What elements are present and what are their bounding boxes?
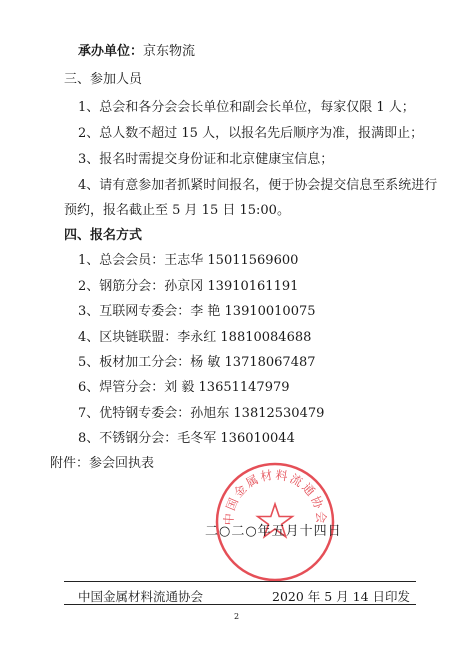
- footer-print-date: 2020 年 5 月 14 日印发: [272, 589, 411, 604]
- seal-text: 中国金属材料流通协会: [221, 467, 329, 526]
- registration-contact: 4、区块链联盟：李永红 18810084688: [78, 330, 312, 345]
- registration-contact: 8、不锈钢分会：毛冬军 136010044: [78, 431, 295, 446]
- registration-contact: 5、板材加工分会：杨 敏 13718067487: [78, 355, 316, 370]
- participants-item: 4、请有意参加者抓紧时间报名，便于协会提交信息至系统进行: [78, 178, 438, 193]
- organizer-label: 承办单位：: [78, 44, 144, 59]
- registration-contact: 3、互联网专委会：李 艳 13910010075: [78, 304, 316, 319]
- footer-rule-bottom: [64, 604, 416, 605]
- footer-rule-top: [64, 581, 416, 582]
- section-registration-heading: 四、报名方式: [64, 228, 143, 243]
- registration-contact: 2、钢筋分会：孙京冈 13910161191: [78, 279, 299, 294]
- registration-contact: 1、总会会员：王志华 15011569600: [78, 253, 299, 268]
- page-number: 2: [234, 612, 240, 621]
- svg-text:中国金属材料流通协会: [221, 467, 329, 526]
- registration-contact: 6、焊管分会：刘 毅 13651147979: [78, 380, 290, 395]
- participants-item: 1、总会和各分会会长单位和副会长单位，每家仅限 1 人；: [78, 100, 415, 115]
- registration-contact: 7、优特钢专委会：孙旭东 13812530479: [78, 406, 325, 421]
- participants-item-continuation: 预约，报名截止至 5 月 15 日 15:00。: [64, 203, 290, 218]
- organizer-line: [78, 44, 195, 60]
- organizer-value: 京东物流: [143, 44, 196, 59]
- attachment-note: 附件：参会回执表: [50, 456, 155, 471]
- footer-org: 中国金属材料流通协会: [78, 589, 204, 604]
- signature-date: 二○二○年五月十四日: [205, 524, 342, 539]
- participants-item: 2、总人数不超过 15 人，以报名先后顺序为准，报满即止；: [78, 126, 424, 141]
- participants-item: 3、报名时需提交身份证和北京健康宝信息；: [78, 152, 334, 167]
- section-participants-heading: 三、参加人员: [64, 72, 143, 87]
